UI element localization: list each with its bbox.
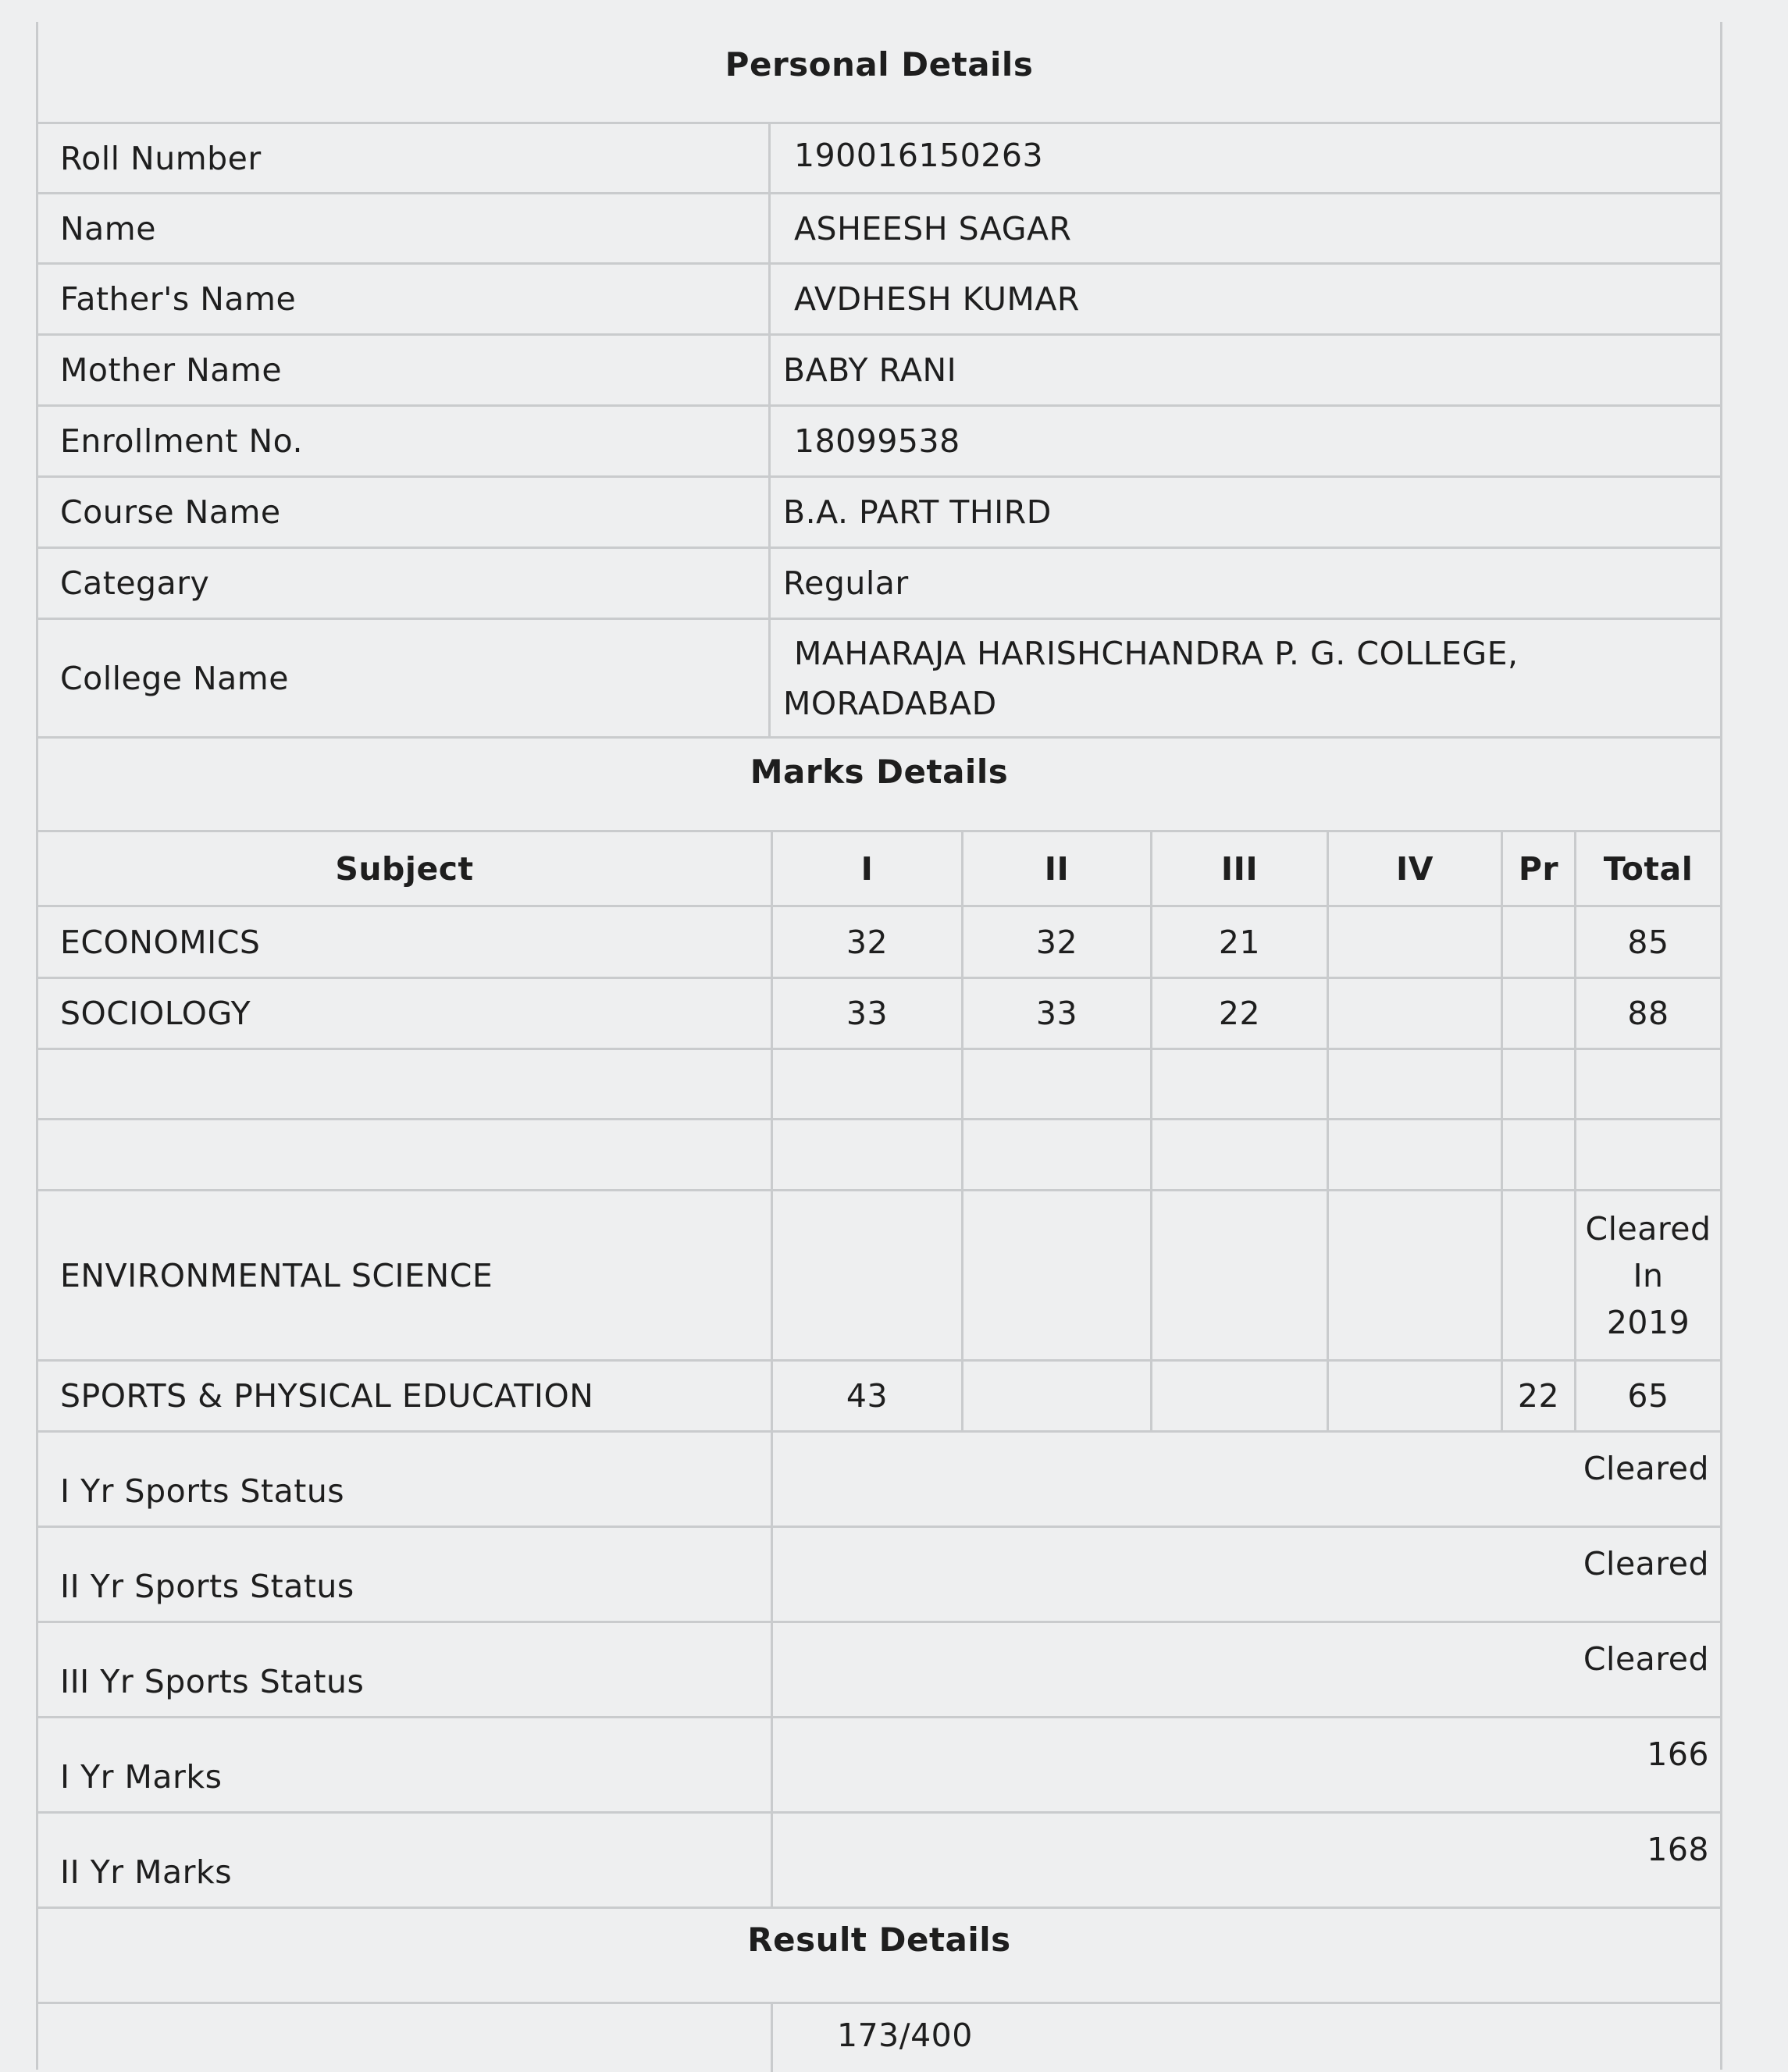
empty-cell xyxy=(38,1120,771,1189)
subject-name: ECONOMICS xyxy=(60,923,261,961)
enrollment-label: Enrollment No. xyxy=(60,422,304,460)
env-status-line2: In xyxy=(1633,1256,1664,1294)
name-row xyxy=(38,192,1720,262)
name-label: Name xyxy=(60,209,156,247)
status-value: Cleared xyxy=(771,1528,1720,1621)
mother-name-label: Mother Name xyxy=(60,351,283,389)
table-row xyxy=(38,1359,1720,1430)
env-status-line1: Cleared xyxy=(1585,1209,1711,1248)
personal-details-title: Personal Details xyxy=(725,45,1034,84)
empty-cell xyxy=(1574,1050,1720,1118)
result-label-cell xyxy=(38,2004,771,2072)
sports-status-row-2 xyxy=(38,1526,1720,1621)
subject-name: SPORTS & PHYSICAL EDUCATION xyxy=(60,1377,594,1415)
marks-value: 168 xyxy=(771,1814,1720,1906)
empty-cell xyxy=(1150,1120,1327,1189)
total-cell: 85 xyxy=(1574,907,1720,977)
result-sheet xyxy=(36,22,1722,2070)
marks-cell: 32 xyxy=(961,907,1150,977)
year-marks-row-1 xyxy=(38,1716,1720,1811)
result-value: 173/400 xyxy=(771,2004,1720,2072)
env-status-line3: 2019 xyxy=(1606,1303,1690,1341)
empty-table-row xyxy=(38,1048,1720,1118)
course-name-label: Course Name xyxy=(60,493,281,531)
category-row xyxy=(38,546,1720,618)
sports-status-row-3 xyxy=(38,1621,1720,1716)
table-row xyxy=(38,905,1720,977)
marks-cell xyxy=(961,1191,1150,1359)
col-paper-2: II xyxy=(961,832,1150,905)
status-label: I Yr Sports Status xyxy=(60,1472,345,1510)
empty-cell xyxy=(1327,1050,1501,1118)
marks-cell: 43 xyxy=(771,1362,961,1430)
marks-cell xyxy=(1327,1191,1501,1359)
marks-cell xyxy=(961,1362,1150,1430)
total-cell: 65 xyxy=(1574,1362,1720,1430)
marks-value: 166 xyxy=(771,1718,1720,1811)
marks-cell xyxy=(1327,907,1501,977)
marks-details-header xyxy=(38,736,1720,830)
course-name-row xyxy=(38,475,1720,546)
marks-cell xyxy=(1501,907,1574,977)
total-cell: 88 xyxy=(1574,979,1720,1048)
college-name-label: College Name xyxy=(60,659,289,697)
empty-cell xyxy=(1501,1050,1574,1118)
col-practical: Pr xyxy=(1501,832,1574,905)
marks-table-header xyxy=(38,830,1720,905)
empty-table-row xyxy=(38,1118,1720,1189)
college-name-value xyxy=(768,620,1720,736)
table-row xyxy=(38,1189,1720,1359)
status-label: II Yr Sports Status xyxy=(60,1567,354,1605)
marks-cell xyxy=(1327,979,1501,1048)
status-value: Cleared xyxy=(771,1623,1720,1716)
marks-cell: 21 xyxy=(1150,907,1327,977)
roll-number-row xyxy=(38,122,1720,192)
col-total: Total xyxy=(1574,832,1720,905)
year-marks-row-2 xyxy=(38,1811,1720,1906)
result-details-title: Result Details xyxy=(747,1921,1011,1959)
marks-cell xyxy=(1501,1191,1574,1359)
marks-cell: 33 xyxy=(771,979,961,1048)
status-value: Cleared xyxy=(771,1433,1720,1526)
marks-cell: 33 xyxy=(961,979,1150,1048)
practical-cell: 22 xyxy=(1501,1362,1574,1430)
course-name-value: B.A. PART THIRD xyxy=(768,478,1720,546)
mother-name-value: BABY RANI xyxy=(768,336,1720,404)
empty-cell xyxy=(961,1120,1150,1189)
marks-cell xyxy=(1327,1362,1501,1430)
father-name-row xyxy=(38,262,1720,333)
empty-cell xyxy=(771,1050,961,1118)
subject-name: SOCIOLOGY xyxy=(60,995,251,1032)
result-details-header xyxy=(38,1906,1720,2002)
father-name-label: Father's Name xyxy=(60,280,297,318)
col-paper-4: IV xyxy=(1327,832,1501,905)
college-name-row xyxy=(38,618,1720,736)
empty-cell xyxy=(1574,1120,1720,1189)
empty-cell xyxy=(1327,1120,1501,1189)
marks-label: I Yr Marks xyxy=(60,1757,223,1796)
enrollment-value: 18099538 xyxy=(768,407,1720,475)
empty-cell xyxy=(1150,1050,1327,1118)
col-subject: Subject xyxy=(335,849,474,888)
marks-details-title: Marks Details xyxy=(750,753,1009,791)
total-cell xyxy=(1574,1191,1720,1359)
personal-details-header xyxy=(38,22,1720,122)
marks-label: II Yr Marks xyxy=(60,1853,233,1891)
college-name-line1: MAHARAJA HARISHCHANDRA P. G. COLLEGE, xyxy=(794,634,1519,672)
empty-cell xyxy=(771,1120,961,1189)
status-label: III Yr Sports Status xyxy=(60,1662,365,1700)
marks-cell xyxy=(1150,1362,1327,1430)
subject-name: ENVIRONMENTAL SCIENCE xyxy=(60,1256,493,1294)
college-name-line2: MORADABAD xyxy=(783,684,997,722)
name-value: ASHEESH SAGAR xyxy=(768,194,1720,262)
marks-cell xyxy=(771,1191,961,1359)
category-value: Regular xyxy=(768,549,1720,618)
col-paper-1: I xyxy=(771,832,961,905)
category-label: Categary xyxy=(60,564,210,602)
table-row xyxy=(38,977,1720,1048)
father-name-value: AVDHESH KUMAR xyxy=(768,265,1720,333)
marks-cell: 32 xyxy=(771,907,961,977)
roll-number-value: 190016150263 xyxy=(768,124,1720,192)
marks-cell xyxy=(1501,979,1574,1048)
result-row xyxy=(38,2002,1720,2072)
marks-cell xyxy=(1150,1191,1327,1359)
empty-cell xyxy=(38,1050,771,1118)
col-paper-3: III xyxy=(1150,832,1327,905)
marks-cell: 22 xyxy=(1150,979,1327,1048)
enrollment-row xyxy=(38,404,1720,475)
empty-cell xyxy=(1501,1120,1574,1189)
sports-status-row-1 xyxy=(38,1430,1720,1526)
roll-number-label: Roll Number xyxy=(60,139,262,177)
empty-cell xyxy=(961,1050,1150,1118)
mother-name-row xyxy=(38,333,1720,404)
